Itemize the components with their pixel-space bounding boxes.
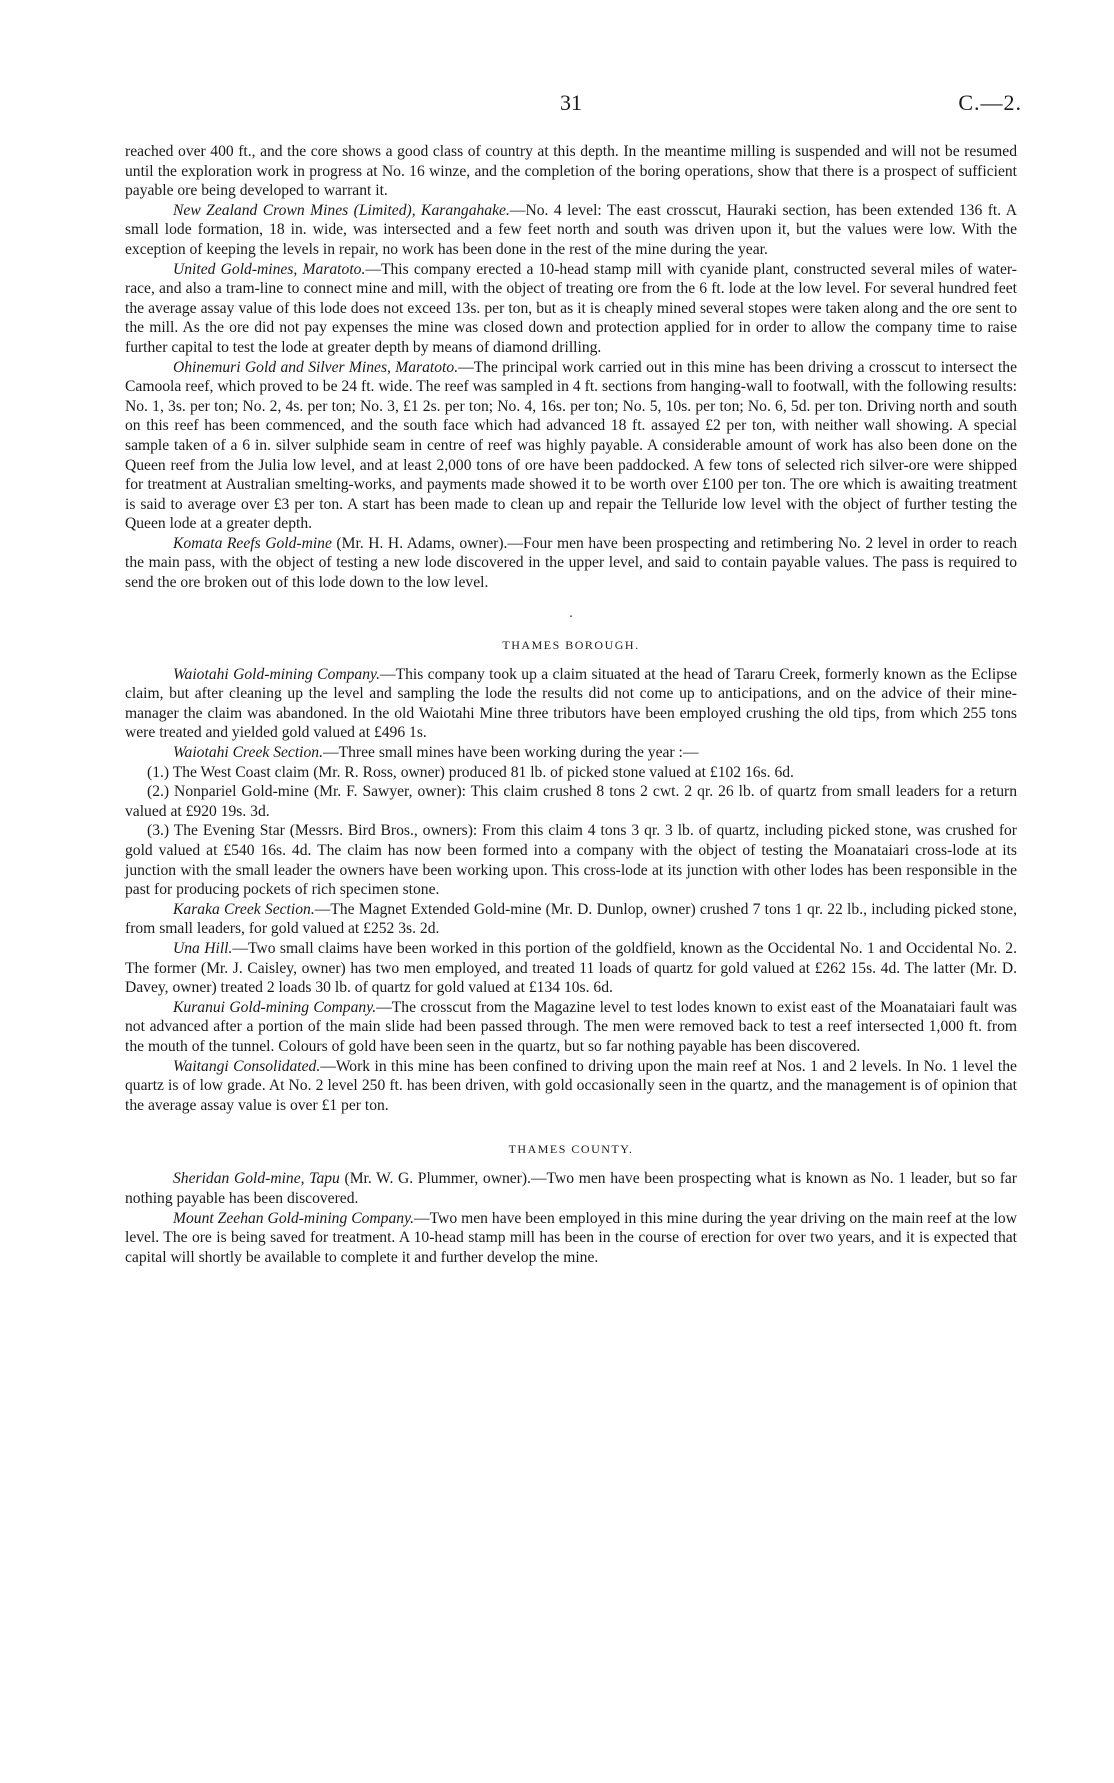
paragraph-karaka-creek: [125, 900, 1017, 939]
list-item-west-coast: [125, 763, 1017, 783]
paragraph-waiotahi-company: [125, 665, 1017, 743]
paragraph-text: (2.) Nonpariel Gold-mine (Mr. F. Sawyer, owner): This claim crushed 8 tons 2 cwt. 2 qr. 26 lb. of quartz from small leaders for a return valued at £920 19s. 3d.: [125, 783, 1017, 820]
page-number: 31: [560, 90, 582, 115]
paragraph-kuranui: [125, 998, 1017, 1057]
section-separator: ·: [568, 609, 574, 625]
paragraph-text: —No. 4 level: The east crosscut, Hauraki section, has been extended 136 ft. A small lode formation, 18 in. wide, was intersected and a few feet north and south was driven upon it, but the values were low. With the exception of keeping the levels in repair, no work has been done in the rest of the mine during the year.: [125, 201, 1017, 258]
page-header: [0, 90, 1114, 120]
paragraph-text: (Mr. W. G. Plummer, owner).—Two men have been prospecting what is known as No. 1 leader, but so far nothing payable has been discovered.: [125, 1170, 1018, 1207]
paragraph-text: —Work in this mine has been confined to driving upon the main reef at Nos. 1 and 2 levels. In No. 1 level the quartz is of low grade. At No. 2 level 250 ft. has been driven, with gold occasionally seen in the quartz, and the management is of opinion that the average assay value is over £1 per ton.: [125, 1057, 1017, 1114]
paragraph-text: —Two small claims have been worked in this portion of the goldfield, known as the Occidental No. 1 and Occidental No. 2. The former (Mr. J. Caisley, owner) has two men employed, and treated 11 loads of quartz for gold valued at £262 15s. 4d. The latter (Mr. D. Davey, owner) treated 2 loads 30 lb. of quartz for gold valued at £134 10s. 6d.: [125, 939, 1017, 997]
paragraph-title: Waiotahi Gold-mining Company.: [173, 665, 380, 683]
paragraph-united-gold-mines: [125, 260, 1017, 358]
paragraph-title: United Gold-mines, Maratoto.: [173, 260, 366, 278]
paragraph-title: Kuranui Gold-mining Company.: [173, 998, 377, 1016]
paragraph-una-hill: [125, 939, 1017, 998]
paragraph-title: Waitangi Consolidated.: [173, 1057, 321, 1075]
paragraph-title: Ohinemuri Gold and Silver Mines, Maratoto.: [173, 358, 459, 376]
paragraph-text: —The Magnet Extended Gold-mine (Mr. D. Dunlop, owner) crushed 7 tons 1 qr. 22 lb., including picked stone, from small leaders, for gold valued at £252 3s. 2d.: [125, 900, 1018, 938]
paragraph-text: —Two men have been employed in this mine during the year driving on the main reef at the low level. The ore is being saved for treatment. A 10-head stamp mill has been in the course of erection for over two years, and it is expected that capital will shortly be available to complete it and further develop the mine.: [125, 1209, 1017, 1266]
paragraph-title: Sheridan Gold-mine, Tapu: [173, 1170, 340, 1188]
paragraph-text: —The principal work carried out in this mine has been driving a crosscut to intersect the Camoola reef, which proved to be 24 ft. wide. The reef was sampled in 4 ft. sections from hanging-wall to footwall, with the following results: No. 1, 3s. per ton; No. 2, 4s. per ton; No. 3, £1 2s. per ton; No. 4, 16s. per ton; No. 5, 10s. per ton; No. 6, 5d. per ton. Driving north and south on this reef has been commenced, and the south face which had advanced 18 ft. assayed £2 per ton, with neither wall showing. A special sample taken of a 6 in. silver sulphide seam in centre of reef was highly payable. A considerable amount of work has also been done on the Queen reef from the Julia low level, and at least 2,000 tons of ore have been paddocked. A few tons of selected rich silver-ore were shipped for treatment at Australian smelting-works, and payments made showed it to be worth over £100 per ton. The ore which is awaiting treatment is said to average over £3 per ton. A start has been made to clean up and repair the Telluride low level with the object of further testing the Queen lode at a greater depth.: [125, 358, 1017, 533]
paragraph-text: (1.) The West Coast claim (Mr. R. Ross, owner) produced 81 lb. of picked stone valued at £102 16s. 6d.: [147, 763, 794, 781]
heading-thames-county: THAMES COUNTY.: [508, 1142, 634, 1157]
document-body: [125, 142, 1017, 1267]
paragraph-waitangi: [125, 1057, 1017, 1116]
paragraph-text: —The crosscut from the Magazine level to test lodes known to exist east of the Moanataiari fault was not advanced after a portion of the main slide had been passed through. The men were removed back to test a reef intersected 1,000 ft. from the mouth of the tunnel. Colours of gold have been seen in the quartz, but so far nothing payable has been discovered.: [125, 998, 1017, 1055]
paragraph-text: (3.) The Evening Star (Messrs. Bird Bros., owners): From this claim 4 tons 3 qr. 3 lb. of quartz, including picked stone, was crushed for gold valued at £540 16s. 4d. The claim has now been formed into a company with the object of testing the Moanataiari cross-lode at its junction with the small leader the owners have been working upon. This cross-lode at its junction with other lodes has been responsible in the past for producing pockets of rich specimen stone.: [125, 822, 1017, 899]
list-item-evening-star: [125, 821, 1017, 899]
heading-thames-borough: THAMES BOROUGH.: [502, 637, 640, 652]
paragraph-text: reached over 400 ft., and the core shows a good class of country at this depth. In the meantime milling is suspended and will not be resumed until the exploration work in progress at No. 16 winze, and the completion of the boring operations, show that there is a prospect of sufficient payable ore being developed to warrant it.: [125, 143, 1017, 200]
paragraph-title: Waiotahi Creek Section.: [173, 744, 323, 762]
paragraph-continuation: [125, 142, 1017, 201]
paragraph-title: Una Hill.: [173, 939, 233, 957]
paragraph-title: Mount Zeehan Gold-mining Company.: [173, 1209, 415, 1227]
paragraph-title: Komata Reefs Gold-mine: [173, 534, 332, 552]
paragraph-title: Karaka Creek Section.: [173, 900, 315, 918]
paragraph-sheridan: [125, 1169, 1017, 1208]
paragraph-text: —Three small mines have been working during the year :—: [323, 744, 699, 762]
paragraph-text: —This company erected a 10-head stamp mill with cyanide plant, constructed several miles of water-race, and also a tram-line to connect mine and mill, with the object of treating ore from the 6 ft. lode at the low level. For several hundred feet the average assay value of this lode does not exceed 13s. per ton, but as it is cheaply mined several stopes were taken along and the ore sent to the mill. As the ore did not pay expenses the mine was closed down and protection applied for in order to allow the company time to raise further capital to test the lode at greater depth by means of diamond drilling.: [125, 260, 1017, 356]
paragraph-komata-reefs: [125, 534, 1017, 593]
paragraph-nz-crown-mines: [125, 201, 1017, 260]
paragraph-text: (Mr. H. H. Adams, owner).—Four men have been prospecting and retimbering No. 2 level in order to reach the main pass, with the object of testing a new lode discovered in the upper level, and said to contain payable values. The pass is required to send the ore broken out of this lode down to the low level.: [125, 534, 1017, 592]
paragraph-waiotahi-creek: [125, 743, 1017, 763]
paragraph-text: —This company took up a claim situated at the head of Tararu Creek, formerly known as the Eclipse claim, but after cleaning up the level and sampling the lode the results did not come up to anticipations, and on the advice of their mine-manager the claim was abandoned. In the old Waiotahi Mine three tributors have been employed crushing the old tips, from which 255 tons were treated and yielded gold valued at £496 1s.: [125, 665, 1017, 742]
paragraph-ohinemuri: [125, 358, 1017, 534]
paragraph-mount-zeehan: [125, 1209, 1017, 1268]
page-reference: C.—2.: [958, 90, 1022, 115]
list-item-nonpariel: [125, 782, 1017, 821]
paragraph-title: New Zealand Crown Mines (Limited), Karangahake.: [173, 201, 510, 219]
